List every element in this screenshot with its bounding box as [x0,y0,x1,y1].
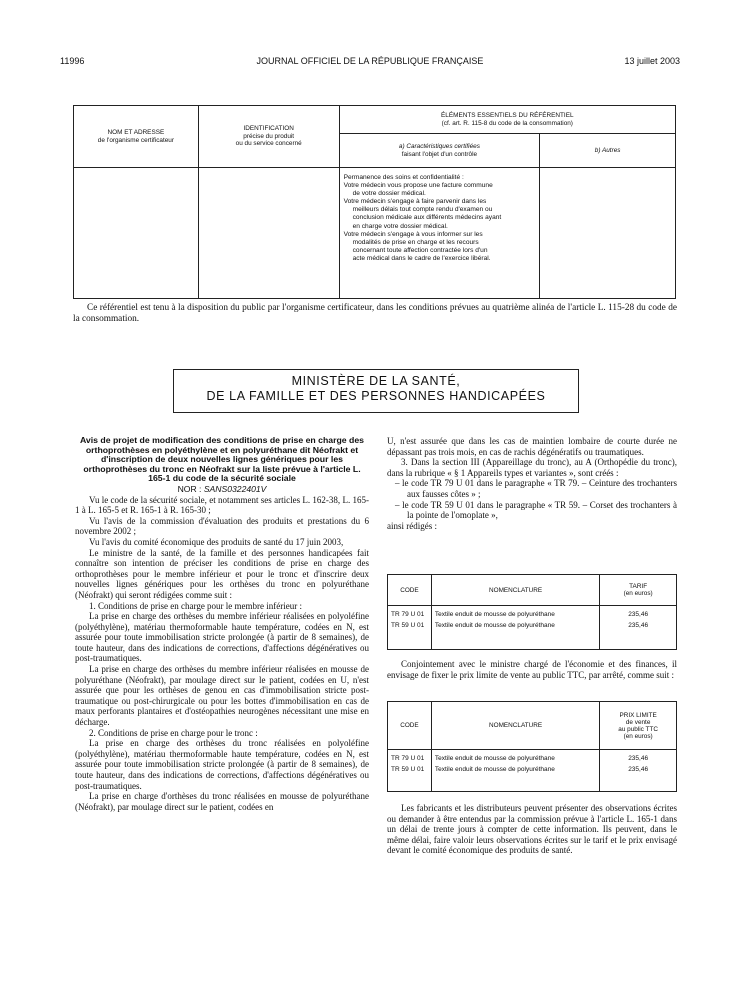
list-item: – le code TR 79 U 01 dans le paragraphe « TR 79. – Ceinture des trochanters aux fausses côtes » ; [395,478,677,499]
table-row: TR 79 U 01 TR 59 U 01 Textile enduit de mousse de polyuréthane Textile enduit de mousse de polyuréthane 235,46 235,46 [388,606,677,650]
column-header: NOMENCLATURE [431,702,599,750]
content-line: en charge votre dossier médical. [352,222,448,230]
column-header: CODE [388,702,432,750]
left-column [75,436,369,812]
ministry-line-2: DE LA FAMILLE ET DES PERSONNES HANDICAPÉES [206,388,546,403]
paragraph: 3. Dans la section III (Appareillage du tronc), au A (Orthopédie du tronc), dans la rubrique « § 1 Appareils types et variantes », sont créés : [387,457,677,478]
prix-table [387,701,677,792]
content-line: Votre médecin vous propose une facture commune [343,182,493,190]
issue-date: 13 juillet 2003 [624,56,680,66]
tarif-table [387,574,677,650]
content-line: Votre médecin s'engage à faire parvenir dans les [343,198,487,206]
list-item: – le code TR 59 U 01 dans le paragraphe « TR 59. – Corset des trochanters à la pointe de l'omoplate », [395,499,677,521]
paragraph: 2. Conditions de prise en charge pour le tronc : [89,727,258,738]
column-header: NOMENCLATURE [431,575,599,606]
content-line: acte médical dans le cadre de l'exercice libéral. [352,254,491,262]
content-line: concernant toute affection contractée lors d'un [352,246,488,254]
column-header: PRIX LIMITE de vente au public TTC (en euros) [600,702,677,750]
table-row: TR 79 U 01 TR 59 U 01 Textile enduit de mousse de polyuréthane Textile enduit de mousse de polyuréthane 235,46 235,46 [388,750,677,792]
journal-title: JOURNAL OFFICIEL DE LA RÉPUBLIQUE FRANÇAISE [256,56,484,66]
referential-table [73,105,676,299]
paragraph: La prise en charge d'orthèses du tronc réalisées en mousse de polyuréthane (Néofrakt), par moulage direct sur le patient, codées en [75,791,369,812]
paragraph: Vu le code de la sécurité sociale, et notamment ses articles L. 162-38, L. 165-1 à L. 165-5 et R. 165-1 à R. 165-30 ; [75,494,369,516]
paragraph: ainsi rédigés : [387,520,437,531]
header-caracteristiques: a) Caractéristiques certifiées faisant l'objet d'un contrôle [339,134,540,168]
cell-caracteristiques [339,168,540,299]
content-line: conclusion médicale aux différents médecins ayant [352,214,502,222]
paragraph: 1. Conditions de prise en charge pour le membre inférieur : [89,600,303,611]
paragraph: La prise en charge des orthèses du membre inférieur réalisées en mousse de polyuréthane (Néofrakt), par moulage direct sur le patient, codées en U, n'est assurée que pour les orthèses de genou en cas d'immobilisation stricte post-traumatique ou post-chirurgicale ou pour les bottes d'immobilisation en cas de maux perforants plantaires et d'ostéopathies neurogènes nécessitant une mise en décharge. [75,664,369,728]
page-header [60,56,680,70]
content-line: Votre médecin s'engage à vous informer sur les [343,230,483,238]
paragraph: Vu l'avis de la commission d'évaluation des produits et prestations du 6 novembre 2002 ; [75,515,369,537]
header-identification: IDENTIFICATION précise du produit ou du service concerné [198,106,339,168]
nor-reference: NOR : SANS0322401V [177,483,267,494]
cell-organisme [74,168,199,299]
paragraph: Le ministre de la santé, de la famille et des personnes handicapées fait connaître son intention de préciser les conditions de prise en charge des orthoprothèses pour le membre inférieur et pour le tronc et d'inscrire deux nouvelles lignes génériques pour les orthèses du tronc en polyuréthane (Néofrakt) qui seront rédigées comme suit : [75,547,369,600]
paragraph: La prise en charge des orthèses du tronc réalisées en polyoléfine (polyéthylène), matériau thermoformable haute température, codées en N, est assurée pour toute immobilisation stricte prolongée (à partir de 8 semaines), de toute hauteur, dans des indications de corrections, d'affections dégénératives ou post-traumatiques. [75,738,369,791]
ministry-box [173,369,579,413]
content-line: Permanence des soins et confidentialité : [343,174,464,181]
page-number: 11996 [60,56,85,66]
column-header: CODE [388,575,432,606]
avis-title: Avis de projet de modification des conditions de prise en charge des orthoprothèses en polyéthylène et en polyuréthane dit Néofrakt et d'inscription de deux nouvelles lignes génériques pour les orthoprothèses du tronc en Néofrakt sur la liste prévue à l'article L. 165-1 du code de la sécurité sociale [79,435,364,484]
content-line: meilleurs délais tout compte rendu d'examen ou [352,206,493,214]
paragraph: Conjointement avec le ministre chargé de l'économie et des finances, il envisage de fixer le prix limite de vente au public TTC, par arrêté, comme suit : [387,659,677,680]
column-header: TARIF (en euros) [600,575,677,606]
header-organisme: NOM ET ADRESSE de l'organisme certificateur [74,106,199,168]
content-line: modalités de prise en charge et les recours [352,238,479,246]
right-column-mid [387,659,677,680]
paragraph: Vu l'avis du comité économique des produits de santé du 17 juin 2003, [89,536,344,547]
header-elements: ÉLÉMENTS ESSENTIELS DU RÉFÉRENTIEL (cf. art. R. 115-8 du code de la consommation) [339,106,675,134]
ministry-line-1: MINISTÈRE DE LA SANTÉ, [291,374,461,388]
header-autres: b) Autres [540,134,676,168]
paragraph: Les fabricants et les distributeurs peuvent présenter des observations écrites ou demander à être entendus par la commission prévue à l'article L. 165-1 dans un délai de trente jours à compter de cette information. Ils peuvent, dans le même délai, faire valoir leurs observations écrites sur le tarif et le prix envisagé devant le comité économique des produits de santé. [387,803,677,856]
content-line: de votre dossier médical. [352,190,426,198]
right-column [387,436,677,531]
referential-note: Ce référentiel est tenu à la disposition du public par l'organisme certificateur, dans les conditions prévues au quatrième alinéa de l'article L. 115-28 du code de la consommation. [73,303,677,324]
right-column-end [387,803,677,856]
cell-autres [540,168,676,299]
cell-identification [198,168,339,299]
paragraph: U, n'est assurée que dans les cas de maintien lombaire de courte durée ne dépassant pas trois mois, en cas de rachis dégénératifs ou traumatiques. [387,436,677,457]
paragraph: La prise en charge des orthèses du membre inférieur réalisées en polyoléfine (polyéthylène), matériau thermoformable haute température, codées en N, est assurée pour toute immobilisation stricte prolongée (à partir de 8 semaines), de toute hauteur, dans des indications de corrections, d'affections dégénératives ou post-traumatiques. [75,611,369,664]
